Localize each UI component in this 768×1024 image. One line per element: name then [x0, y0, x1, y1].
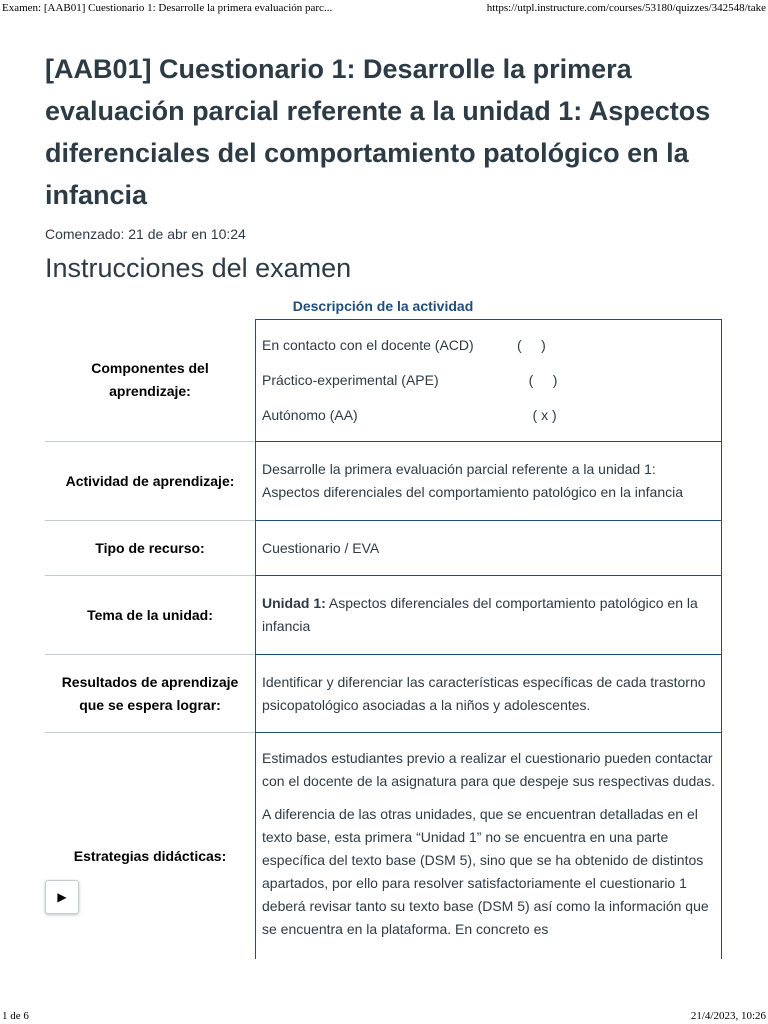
component-mark: ( ) — [517, 337, 546, 353]
print-timestamp: 21/4/2023, 10:26 — [690, 1010, 766, 1022]
table-row — [45, 733, 722, 960]
activity-table — [45, 319, 722, 959]
results-label: Resultados de aprendizaje que se espera lograr: — [45, 655, 256, 733]
strategies-paragraph: Estimados estudiantes previo a realizar el cuestionario pueden contactar con el docente de la asignatura para que despeje sus respectivas dudas. — [262, 750, 715, 789]
print-page-url: https://utpl.instructure.com/courses/53180/quizzes/342548/take — [486, 2, 766, 14]
component-mark: ( x ) — [517, 407, 557, 423]
activity-label: Actividad de aprendizaje: — [45, 442, 256, 521]
resource-label: Tipo de recurso: — [45, 521, 256, 576]
component-line — [262, 328, 715, 363]
play-icon: ▶ — [57, 890, 67, 904]
print-page-title: Examen: [AAB01] Cuestionario 1: Desarrolle la primera evaluación parc... — [2, 2, 333, 14]
components-value — [256, 320, 722, 442]
component-line — [262, 363, 715, 398]
page-count: 1 de 6 — [2, 1010, 29, 1022]
table-row — [45, 576, 722, 655]
topic-value — [256, 576, 722, 655]
play-button[interactable] — [45, 880, 79, 914]
topic-prefix: Unidad 1: — [262, 595, 326, 611]
table-row — [45, 655, 722, 733]
component-line — [262, 398, 715, 433]
strategies-paragraph: A diferencia de las otras unidades, que se encuentran detalladas en el texto base, esta primera “Unidad 1” no se encuentra en una parte específica del texto base (DSM 5), sino que se ha obtenido de distintos apartados, por ello para resolver satisfactoriamente el cuestionario 1 deberá revisar tanto su texto base (DSM 5) así como la información que se encuentra en la plataforma. En concreto es — [262, 806, 709, 937]
activity-value: Desarrolle la primera evaluación parcial referente a la unidad 1: Aspectos diferenciales del comportamiento patológico en la infancia — [256, 442, 722, 521]
results-value: Identificar y diferenciar las características específicas de cada trastorno psicopatológico asociadas a la niños y adolescentes. — [256, 655, 722, 733]
started-timestamp: Comenzado: 21 de abr en 10:24 — [45, 226, 246, 242]
component-name: En contacto con el docente (ACD) — [262, 337, 474, 353]
strategies-value — [256, 733, 722, 960]
print-header — [0, 0, 768, 18]
topic-label: Tema de la unidad: — [45, 576, 256, 655]
quiz-title: [AAB01] Cuestionario 1: Desarrolle la primera evaluación parcial referente a la unidad 1: Aspectos diferenciales del comportamiento patológico en la infancia — [45, 54, 711, 210]
table-row — [45, 442, 722, 521]
strategies-label: Estrategias didácticas: — [45, 733, 256, 960]
topic-text: Aspectos diferenciales del comportamiento patológico en la infancia — [262, 595, 698, 634]
activity-description-heading: Descripción de la actividad — [292, 298, 474, 314]
resource-value: Cuestionario / EVA — [256, 521, 722, 576]
component-name: Práctico-experimental (APE) — [262, 372, 439, 388]
components-label: Componentes del aprendizaje: — [91, 360, 209, 400]
table-row — [45, 521, 722, 576]
component-name: Autónomo (AA) — [262, 407, 358, 423]
print-footer — [0, 1008, 768, 1024]
component-mark: ( ) — [517, 372, 558, 388]
instructions-heading: Instrucciones del examen — [45, 253, 352, 283]
table-row — [45, 320, 722, 442]
main-content — [45, 48, 735, 959]
